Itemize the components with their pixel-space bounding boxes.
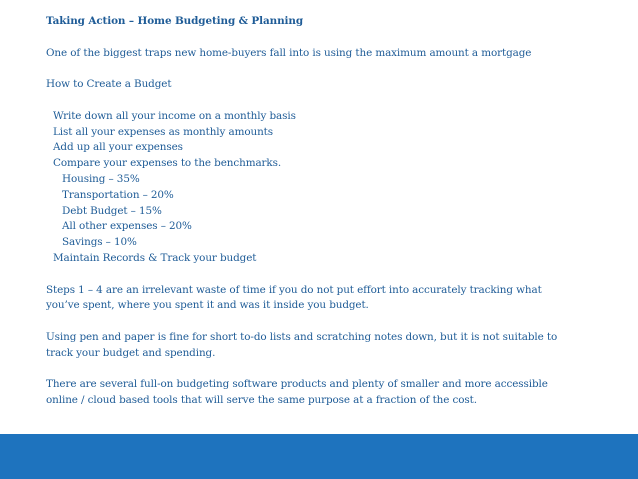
paragraph-line: There are several full-on budgeting software products and plenty of smaller and more accessible — [46, 378, 548, 391]
benchmark-item: Savings – 10% — [62, 236, 137, 249]
benchmark-item: All other expenses – 20% — [62, 220, 192, 233]
step-item: Write down all your income on a monthly basis — [53, 109, 296, 122]
paragraph-line: you’ve spent, where you spent it and was it inside you budget. — [46, 299, 369, 312]
intro-text: One of the biggest traps new home-buyers fall into is using the maximum amount a mortgage — [46, 46, 532, 59]
paragraph-line: online / cloud based tools that will serve the same purpose at a fraction of the cost. — [46, 394, 477, 407]
paragraph-line: Steps 1 – 4 are an irrelevant waste of time if you do not put effort into accurately tracking what — [46, 283, 542, 296]
footer-bar — [0, 434, 638, 479]
step-item: Compare your expenses to the benchmarks. — [53, 157, 282, 170]
paragraph-line: track your budget and spending. — [46, 346, 216, 359]
benchmark-item: Transportation – 20% — [62, 188, 174, 201]
slide-content — [46, 14, 626, 409]
paragraph-line: Using pen and paper is fine for short to-do lists and scratching notes down, but it is not suitable to — [46, 330, 558, 343]
step-item: Add up all your expenses — [53, 141, 183, 154]
benchmark-item: Housing – 35% — [62, 172, 140, 185]
step-item: List all your expenses as monthly amounts — [53, 125, 273, 138]
section-heading: How to Create a Budget — [46, 78, 172, 91]
step-item: Maintain Records & Track your budget — [53, 251, 257, 264]
slide-title: Taking Action – Home Budgeting & Planning — [46, 15, 304, 27]
benchmark-item: Debt Budget – 15% — [62, 204, 162, 217]
